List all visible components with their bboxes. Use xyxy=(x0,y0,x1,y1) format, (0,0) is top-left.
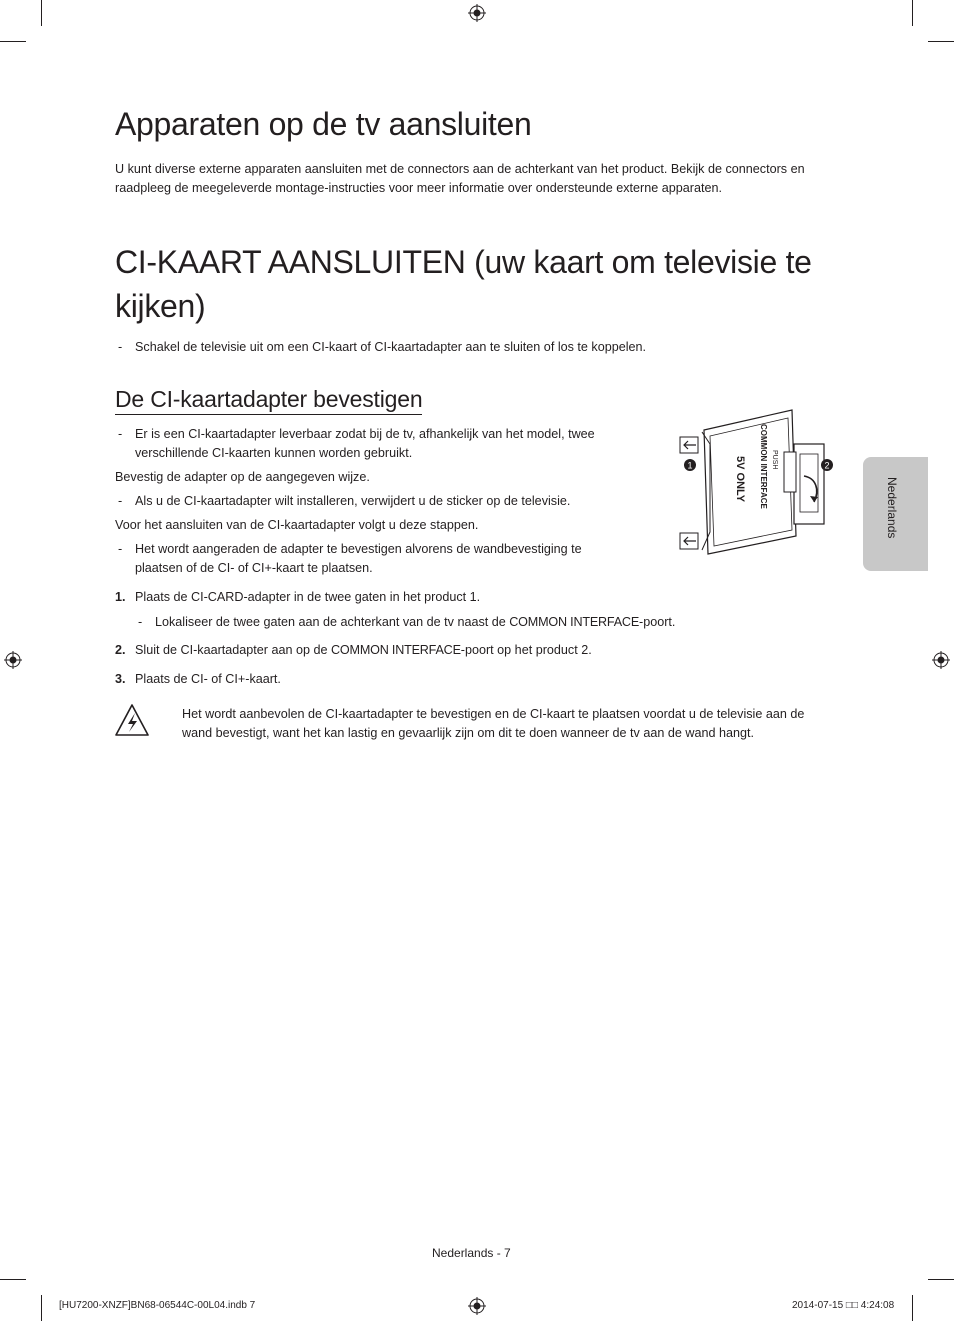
registration-mark-icon xyxy=(4,651,22,669)
side-tab-label: Nederlands xyxy=(885,477,899,539)
step-number: 2. xyxy=(115,643,126,657)
crop-mark xyxy=(0,1279,26,1280)
substep-text-pre: Lokaliseer de twee gaten aan de achterkant van de tv naast de xyxy=(155,615,510,629)
footer-file-info: [HU7200-XNZF]BN68-06544C-00L04.indb 7 xyxy=(59,1300,256,1311)
common-interface-label: COMMON INTERFACE xyxy=(509,615,640,629)
ci-adapter-diagram xyxy=(676,404,848,560)
confirm-text: Bevestig de adapter op de aangegeven wijze. xyxy=(115,470,370,484)
step-3-text: Plaats de CI- of CI+-kaart. xyxy=(135,672,281,686)
common-interface-label: COMMON INTERFACE xyxy=(331,643,461,657)
step-2-post: -poort op het product 2. xyxy=(460,643,592,657)
note-before-wall-mount: Het wordt aangeraden de adapter te bevestigen alvorens de wandbevestiging te plaatsen of de CI- of CI+-kaart te plaatsen. xyxy=(135,542,582,575)
warning-text: Het wordt aanbevolen de CI-kaartadapter te bevestigen en de CI-kaart te plaatsen voordat u de televisie aan de wand bevestigt, want het kan lastig en gevaarlijk zijn om dit te doen wanneer de tv aan de wand hangt. xyxy=(182,707,805,740)
bullet-dash: - xyxy=(118,542,123,556)
common-interface-text: COMMON INTERFACE xyxy=(759,424,768,509)
section-subtitle-adapter: De CI-kaartadapter bevestigen xyxy=(115,386,422,415)
step-number: 1. xyxy=(115,590,126,604)
crop-mark xyxy=(0,41,26,42)
page-number: Nederlands - 7 xyxy=(432,1246,511,1260)
bullet-dash: - xyxy=(138,615,143,629)
bullet-dash: - xyxy=(118,494,123,508)
note-power-off: Schakel de televisie uit om een CI-kaart of CI-kaartadapter aan te sluiten of los te koppelen. xyxy=(135,340,647,354)
steps-intro: Voor het aansluiten van de CI-kaartadapter volgt u deze stappen. xyxy=(115,518,479,532)
step-2-pre: Sluit de CI-kaartadapter aan op de xyxy=(135,643,332,657)
crop-mark xyxy=(928,41,954,42)
step-1-substep xyxy=(155,613,855,632)
bullet-dash: - xyxy=(118,340,123,354)
marker-2-label: 2 xyxy=(824,460,830,471)
registration-mark-icon xyxy=(932,651,950,669)
crop-mark xyxy=(41,0,42,26)
registration-mark-icon xyxy=(468,4,486,22)
section-title-ci-card: CI-KAART AANSLUITEN (uw kaart om televisie te kijken) xyxy=(115,244,812,324)
language-side-tab xyxy=(863,457,928,571)
bullet-dash: - xyxy=(118,427,123,441)
note-adapter-available: Er is een CI-kaartadapter leverbaar zodat bij de tv, afhankelijk van het model, twee verschillende CI-kaarten kunnen worden gebruikt. xyxy=(135,427,595,460)
step-1-text: Plaats de CI-CARD-adapter in de twee gaten in het product 1. xyxy=(135,590,481,604)
warning-icon xyxy=(114,703,150,737)
crop-mark xyxy=(912,0,913,26)
push-text: PUSH xyxy=(771,450,778,470)
page-title: Apparaten op de tv aansluiten xyxy=(115,106,532,142)
step-2-text xyxy=(135,641,835,660)
marker-1-label: 1 xyxy=(687,460,693,471)
crop-mark xyxy=(41,1295,42,1321)
crop-mark xyxy=(928,1279,954,1280)
step-number: 3. xyxy=(115,672,126,686)
footer-timestamp: 2014-07-15 □□ 4:24:08 xyxy=(792,1300,895,1311)
crop-mark xyxy=(912,1295,913,1321)
note-remove-sticker: Als u de CI-kaartadapter wilt installeren, verwijdert u de sticker op de televisie. xyxy=(135,494,571,508)
intro-paragraph: U kunt diverse externe apparaten aansluiten met de connectors aan de achterkant van het product. Bekijk de connectors en raadpleeg de meegeleverde montage-instructies voor meer informatie over ondersteunde externe apparaten. xyxy=(115,162,805,195)
registration-mark-icon xyxy=(468,1297,486,1315)
5v-only-text: 5V ONLY xyxy=(734,456,746,503)
substep-text-post: -poort. xyxy=(639,615,676,629)
